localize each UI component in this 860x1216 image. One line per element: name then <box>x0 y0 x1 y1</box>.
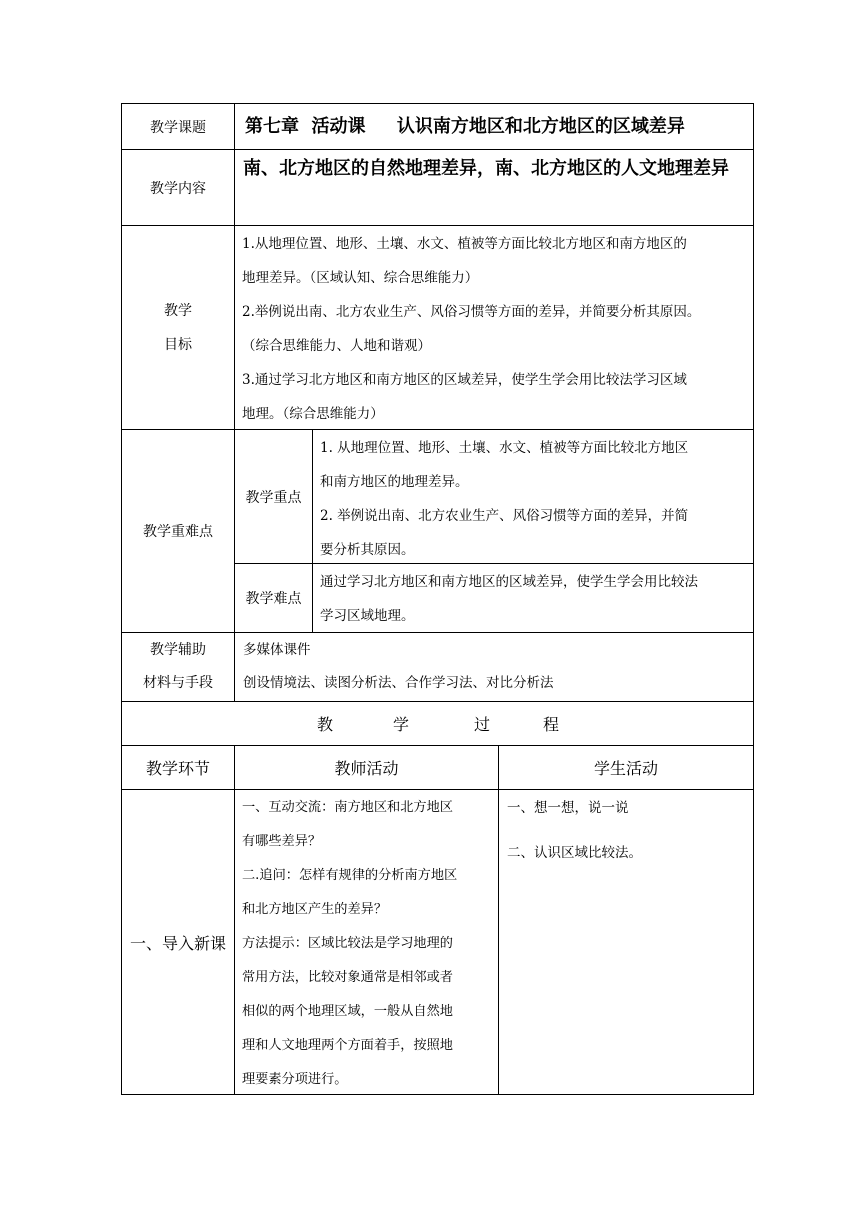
aids-text <box>243 634 751 700</box>
difficulty-text <box>320 565 752 633</box>
difficulty-line: 通过学习北方地区和南方地区的区域差异，使学生学会用比较法 <box>320 574 698 590</box>
aids-line2: 创设情境法、读图分析法、合作学习法、对比分析法 <box>243 675 554 691</box>
topic-title: 第七章 活动课 认识南方地区和北方地区的区域差异 <box>245 116 685 137</box>
process-heading <box>122 702 753 745</box>
objective-line: （综合思维能力、人地和谐观） <box>242 338 431 354</box>
focus-text <box>320 431 752 567</box>
objectives-text <box>242 227 752 431</box>
focus-label: 教学重点 <box>245 489 302 506</box>
teacher-line: 理要素分项进行。 <box>242 1072 348 1087</box>
teacher-line: 理和人文地理两个方面着手，按照地 <box>242 1038 453 1053</box>
column-header-student: 学生活动 <box>593 759 658 778</box>
teacher-line: 方法提示：区域比较法是学习地理的 <box>242 936 453 951</box>
objective-line: 2.举例说出南、北方农业生产、风俗习惯等方面的差异，并简要分析其原因。 <box>242 304 701 320</box>
content-text: 南、北方地区的自然地理差异，南、北方地区的人文地理差异 <box>243 158 729 179</box>
teacher-line: 有哪些差异？ <box>242 834 322 849</box>
teacher-line: 常用方法，比较对象通常是相邻或者 <box>242 970 453 985</box>
aids-label-line2: 材料与手段 <box>143 675 213 691</box>
topic-label: 教学课题 <box>150 119 206 136</box>
objectives-label <box>122 226 234 429</box>
column-header-stage: 教学环节 <box>145 759 210 778</box>
focus-line: 要分析其原因。 <box>320 542 415 558</box>
process-char: 学 <box>393 715 410 734</box>
teacher-line: 二.追问：怎样有规律的分析南方地区 <box>242 868 458 883</box>
objectives-label-line1: 教学 <box>164 302 192 319</box>
focus-line: 1. 从地理位置、地形、土壤、水文、植被等方面比较北方地区 <box>320 440 689 456</box>
teacher-line: 一、互动交流：南方地区和北方地区 <box>242 800 453 815</box>
teacher-line: 相似的两个地理区域，一般从自然地 <box>242 1004 453 1019</box>
table-border-right <box>753 103 754 1095</box>
column-divider <box>312 429 313 633</box>
objective-line: 1.从地理位置、地形、土壤、水文、植被等方面比较北方地区和南方地区的 <box>242 236 687 252</box>
content-label: 教学内容 <box>150 180 206 197</box>
student-line: 一、想一想，说一说 <box>507 800 629 816</box>
objective-line: 地理差异。（区域认知、综合思维能力） <box>242 270 479 286</box>
focus-line: 2. 举例说出南、北方农业生产、风俗习惯等方面的差异，并简 <box>320 508 689 524</box>
intro-teacher-activity <box>242 791 496 1097</box>
aids-label-line1: 教学辅助 <box>150 642 206 658</box>
column-divider <box>234 745 235 1095</box>
process-char: 程 <box>543 715 560 734</box>
objective-line: 3.通过学习北方地区和南方地区的区域差异，使学生学会用比较法学习区域 <box>242 372 687 388</box>
difficulty-line: 学习区域地理。 <box>320 608 415 624</box>
key-points-label: 教学重难点 <box>143 524 213 540</box>
focus-line: 和南方地区的地理差异。 <box>320 474 469 490</box>
column-divider <box>498 745 499 1095</box>
process-char: 教 <box>317 715 334 734</box>
aids-line1: 多媒体课件 <box>243 642 311 658</box>
teacher-line: 和北方地区产生的差异？ <box>242 902 388 917</box>
process-char: 过 <box>474 715 491 734</box>
objectives-label-line2: 目标 <box>164 336 192 353</box>
column-header-teacher: 教师活动 <box>334 759 399 778</box>
difficulty-label: 教学难点 <box>245 591 302 607</box>
objective-line: 地理。（综合思维能力） <box>242 406 384 422</box>
aids-label <box>122 633 234 701</box>
student-line: 二、认识区域比较法。 <box>507 845 642 861</box>
intro-stage-label: 一、导入新课 <box>129 933 226 953</box>
